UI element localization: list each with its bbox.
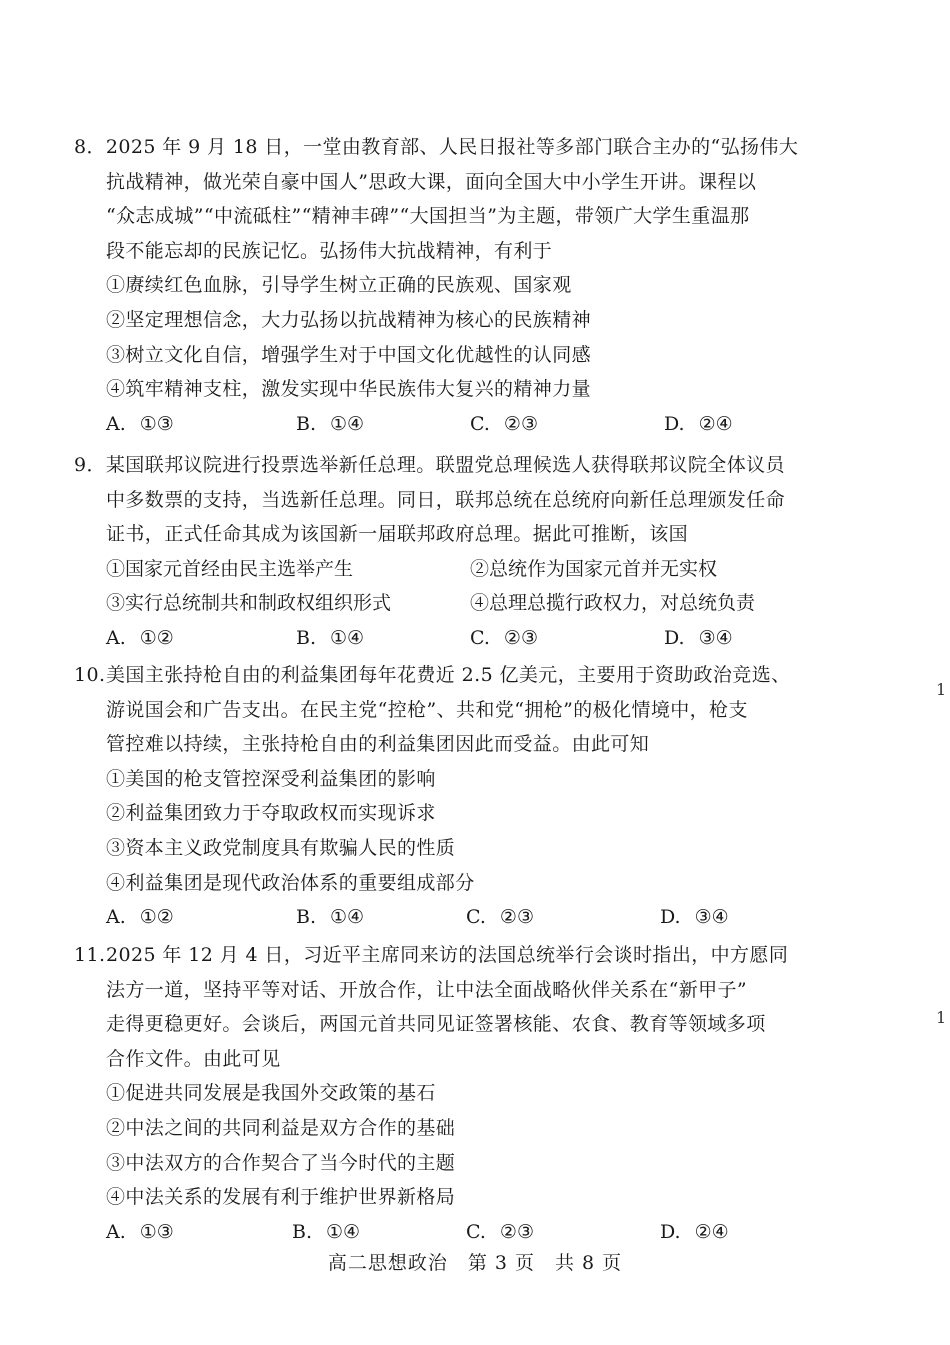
q9-item: ①国家元首经由民主选举产生 (106, 557, 354, 580)
q9-stem-line: 9．某国联邦议院进行投票选举新任总理。联盟党总理候选人获得联邦议院全体议员 (74, 454, 785, 476)
q10-number: 10. (74, 664, 106, 686)
q8-item: ①赓续红色血脉，引导学生树立正确的民族观、国家观 (106, 274, 572, 297)
q9-item: ③实行总统制共和制政权组织形式 (106, 592, 392, 615)
q8-stem-line: 段不能忘却的民族记忆。弘扬伟大抗战精神，有利于 (106, 239, 553, 262)
q11-stem-line: 合作文件。由此可见 (106, 1047, 281, 1070)
q8-stem-line: 抗战精神，做光荣自豪中国人”思政大课，面向全国大中小学生开讲。课程以 (106, 170, 757, 193)
q11-item: ①促进共同发展是我国外交政策的基石 (106, 1082, 436, 1105)
q11-stem-line: 走得更稳更好。会谈后，两国元首共同见证签署核能、农食、教育等领域多项 (106, 1013, 766, 1036)
q10-option-a: A. ①② (106, 906, 174, 929)
question-11 (74, 938, 819, 1249)
q9-option-c: C. ②③ (470, 626, 538, 649)
q8-options (74, 407, 819, 442)
q8-stem-line: “众志成城”“中流砥柱”“精神丰碑”“大国担当”为主题，带领广大学生重温那 (106, 205, 750, 228)
q8-option-b: B. ①④ (296, 412, 365, 435)
q10-item: ①美国的枪支管控深受利益集团的影响 (106, 767, 436, 790)
q8-item: ④筑牢精神支柱，激发实现中华民族伟大复兴的精神力量 (106, 378, 592, 401)
q11-number: 11. (74, 944, 106, 966)
edge-mark: 1 (936, 1008, 947, 1027)
edge-mark: 1 (936, 680, 947, 699)
q11-option-a: A. ①③ (106, 1220, 174, 1243)
q11-options (74, 1215, 819, 1250)
q9-items-row (74, 552, 819, 587)
q10-item: ③资本主义政党制度具有欺骗人民的性质 (106, 836, 456, 859)
question-8 (74, 130, 819, 441)
q10-option-c: C. ②③ (466, 906, 534, 929)
q11-item: ③中法双方的合作契合了当今时代的主题 (106, 1151, 456, 1174)
q10-options (74, 900, 819, 935)
q9-option-d: D. ③④ (664, 626, 733, 649)
q11-stem-line: 11.2025 年 12 月 4 日，习近平主席同来访的法国总统举行会谈时指出，中方愿同 (74, 938, 819, 973)
q8-option-d: D. ②④ (664, 412, 733, 435)
question-10 (74, 658, 819, 935)
q11-option-d: D. ②④ (660, 1220, 729, 1243)
q10-option-b: B. ①④ (296, 906, 365, 929)
q11-item: ④中法关系的发展有利于维护世界新格局 (106, 1186, 456, 1209)
q11-option-b: B. ①④ (292, 1220, 361, 1243)
q10-stem-line: 管控难以持续，主张持枪自由的利益集团因此而受益。由此可知 (106, 733, 650, 756)
q11-stem-line: 法方一道，坚持平等对话、开放合作，让中法全面战略伙伴关系在“新甲子” (106, 978, 748, 1001)
q10-stem-line: 游说国会和广告支出。在民主党“控枪”、共和党“拥枪”的极化情境中，枪支 (106, 698, 748, 721)
q10-stem-line: 10.美国主张持枪自由的利益集团每年花费近 2.5 亿美元，主要用于资助政治竞选、 (74, 658, 819, 693)
q8-stem-line: 8．2025 年 9 月 18 日，一堂由教育部、人民日报社等多部门联合主办的“弘扬伟大 (74, 136, 799, 158)
q9-item: ②总统作为国家元首并无实权 (470, 557, 718, 580)
q9-stem-line: 中多数票的支持，当选新任总理。同日，联邦总统在总统府向新任总理颁发任命 (106, 488, 786, 511)
q9-items-row (74, 586, 819, 621)
page-footer: 高二思想政治 第 3 页 共 8 页 (327, 1252, 623, 1274)
q8-option-a: A. ①③ (106, 412, 174, 435)
q9-stem-line: 证书，正式任命其成为该国新一届联邦政府总理。据此可推断，该国 (106, 523, 689, 546)
q10-item: ④利益集团是现代政治体系的重要组成部分 (106, 871, 475, 894)
q9-item: ④总理总揽行政权力，对总统负责 (470, 592, 756, 615)
q9-options (74, 621, 819, 656)
q8-item: ③树立文化自信，增强学生对于中国文化优越性的认同感 (106, 343, 592, 366)
q9-option-b: B. ①④ (296, 626, 365, 649)
q11-option-c: C. ②③ (466, 1220, 534, 1243)
q10-item: ②利益集团致力于夺取政权而实现诉求 (106, 802, 436, 825)
q11-item: ②中法之间的共同利益是双方合作的基础 (106, 1116, 456, 1139)
q10-option-d: D. ③④ (660, 906, 729, 929)
q8-item: ②坚定理想信念，大力弘扬以抗战精神为核心的民族精神 (106, 308, 592, 331)
q9-option-a: A. ①② (106, 626, 174, 649)
q8-option-c: C. ②③ (470, 412, 538, 435)
question-9 (74, 448, 819, 656)
